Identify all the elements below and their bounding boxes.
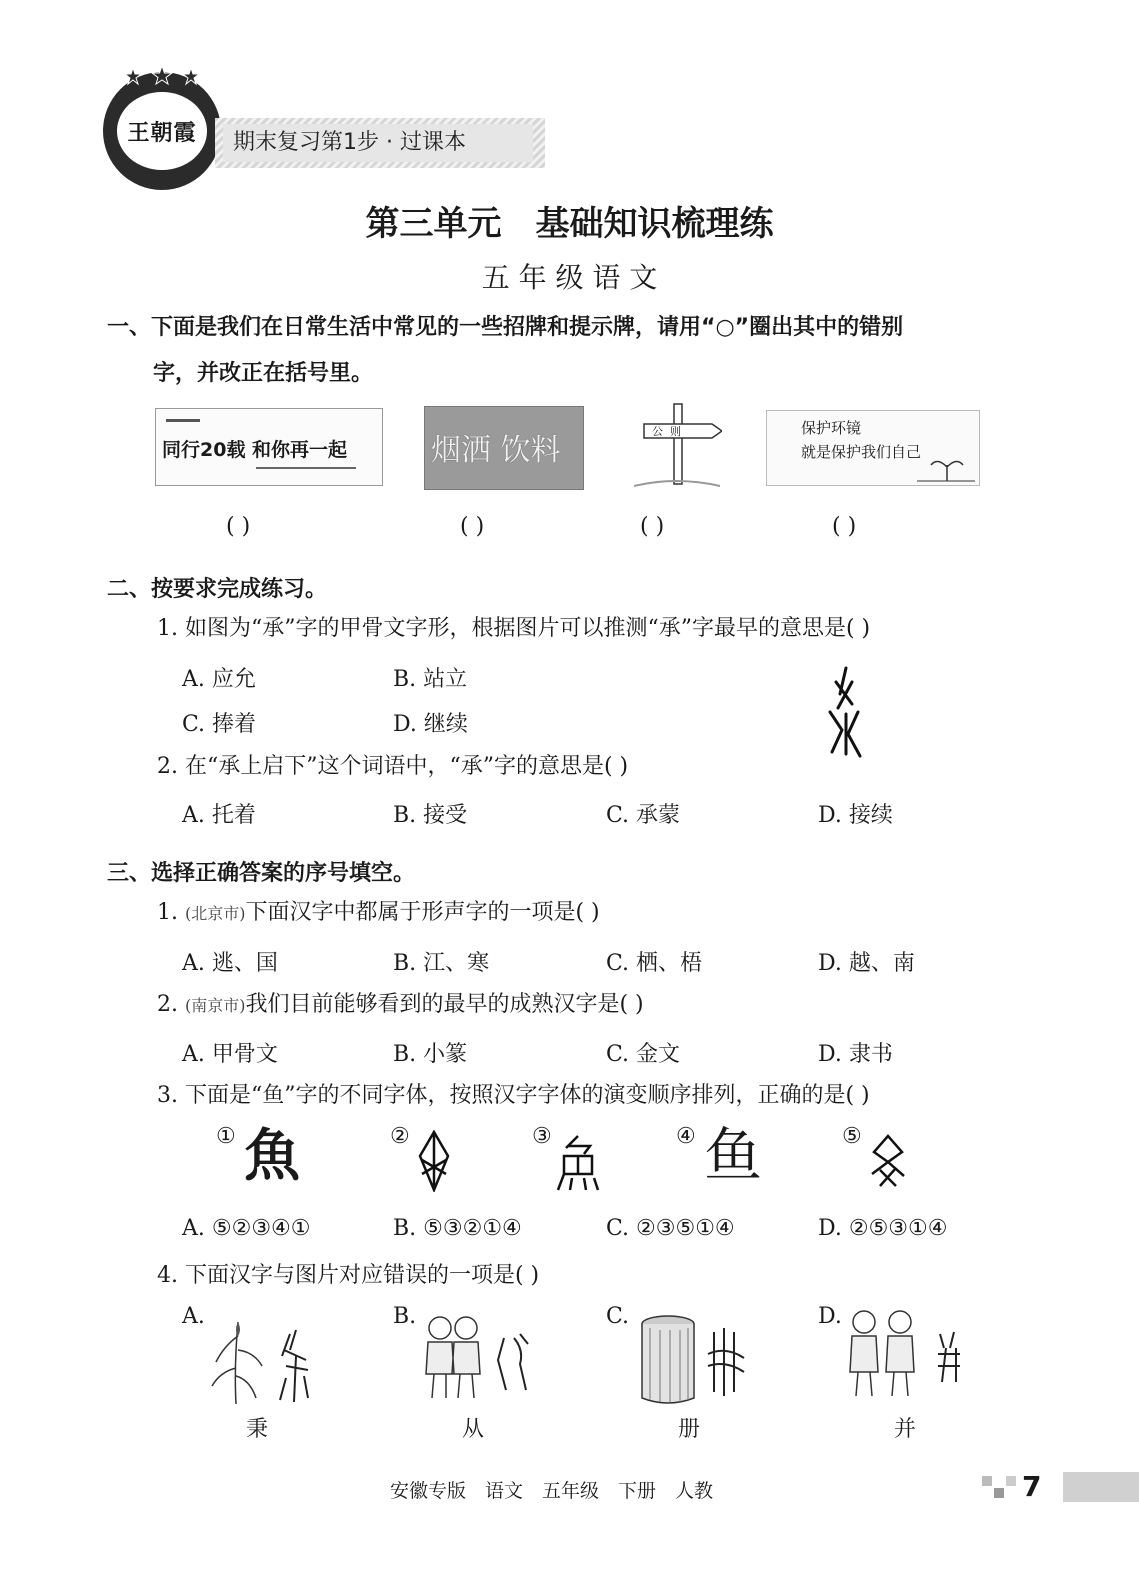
- s3-q2-text: 我们目前能够看到的最早的成熟汉字是( ): [245, 992, 644, 1017]
- section1-heading-line1: 一、下面是我们在日常生活中常见的一些招牌和提示牌，请用“○”圈出其中的错别: [107, 315, 904, 340]
- sign-text-4a: 保护环镜: [801, 419, 862, 437]
- s2-q1-option-b[interactable]: B. 站立: [393, 667, 468, 692]
- s3-q4-option-a[interactable]: A.: [182, 1304, 205, 1329]
- s3-q2-option-c[interactable]: C. 金文: [606, 1042, 681, 1067]
- s3-q1-tag: (北京市): [184, 904, 246, 923]
- page-subtitle: 五 年 级 语 文: [481, 261, 658, 294]
- s3-q1: 1. (北京市)下面汉字中都属于形声字的一项是( ): [157, 900, 600, 925]
- s3-q1-option-c[interactable]: C. 栖、梧: [606, 951, 703, 976]
- s3-q3-option-b[interactable]: B. ⑤③②①④: [393, 1216, 522, 1241]
- logo-text: 王朝霞: [127, 120, 197, 146]
- fish-form-3-glyph-icon: [556, 1134, 600, 1194]
- fish-form-1-number: ①: [216, 1124, 236, 1149]
- sign-text-3: 公 则: [652, 425, 681, 438]
- two-children-image-icon: [416, 1310, 540, 1404]
- s3-q2-option-d[interactable]: D. 隶书: [818, 1042, 893, 1067]
- brand-logo: [103, 72, 221, 190]
- divider: [256, 467, 356, 469]
- s3-q2-option-a[interactable]: A. 甲骨文: [182, 1042, 278, 1067]
- s3-q4-char-d: 并: [894, 1417, 917, 1442]
- section1-heading-line2: 字，并改正在括号里。: [153, 361, 374, 386]
- s2-q2-option-a[interactable]: A. 托着: [182, 803, 256, 828]
- answer-blank-2[interactable]: ( ): [460, 514, 485, 539]
- oracle-cheng-glyph-icon: [818, 664, 874, 760]
- fish-form-3-number: ③: [532, 1124, 552, 1149]
- s3-q2-option-b[interactable]: B. 小篆: [393, 1042, 468, 1067]
- fish-form-5-number: ⑤: [842, 1124, 862, 1149]
- signpost-icon: [630, 400, 722, 492]
- logo-badge: [117, 92, 207, 170]
- fish-form-5-glyph-icon: [866, 1134, 910, 1190]
- answer-blank-3[interactable]: ( ): [640, 514, 665, 539]
- s2-q2-text: 2. 在“承上启下”这个词语中，“承”字的意思是( ): [157, 754, 629, 779]
- fish-form-2-glyph-icon: [414, 1130, 454, 1192]
- bamboo-slips-image-icon: [630, 1312, 754, 1408]
- sign-image-1: [155, 408, 383, 486]
- s3-q4-option-c[interactable]: C.: [606, 1304, 630, 1329]
- s3-q1-text: 下面汉字中都属于形声字的一项是( ): [245, 900, 600, 925]
- fish-form-2-number: ②: [390, 1124, 410, 1149]
- s3-q3-text: 3. 下面是“鱼”字的不同字体，按照汉字字体的演变顺序排列，正确的是( ): [157, 1083, 870, 1108]
- s3-q2-tag: (南京市): [184, 996, 246, 1015]
- stars-icon: [123, 66, 201, 86]
- s3-q4-option-b[interactable]: B.: [393, 1304, 417, 1329]
- sign-image-4: [766, 410, 980, 486]
- s3-q1-option-d[interactable]: D. 越、南: [818, 951, 915, 976]
- s3-q3-option-c[interactable]: C. ②③⑤①④: [606, 1216, 735, 1241]
- s2-q1-option-c[interactable]: C. 捧着: [182, 712, 257, 737]
- s2-q1-text: 1. 如图为“承”字的甲骨文字形，根据图片可以推测“承”字最早的意思是( ): [157, 616, 871, 641]
- page-number: 7: [1022, 1470, 1042, 1503]
- s3-q4-char-c: 册: [678, 1417, 701, 1442]
- banner-text: 期末复习第1步 · 过课本: [223, 124, 533, 162]
- answer-blank-1[interactable]: ( ): [226, 514, 251, 539]
- s3-q1-option-a[interactable]: A. 逃、国: [182, 951, 278, 976]
- two-soldiers-image-icon: [842, 1302, 974, 1402]
- section3-heading: 三、选择正确答案的序号填空。: [107, 861, 416, 886]
- s3-q3-option-a[interactable]: A. ⑤②③④①: [182, 1216, 311, 1241]
- s3-q4-option-d[interactable]: D.: [818, 1304, 842, 1329]
- s2-q2-option-d[interactable]: D. 接续: [818, 803, 893, 828]
- s3-q4-text: 4. 下面汉字与图片对应错误的一项是( ): [157, 1263, 540, 1288]
- s2-q2-option-c[interactable]: C. 承蒙: [606, 803, 681, 828]
- fish-form-1-glyph: 魚: [244, 1123, 300, 1189]
- grain-plant-image-icon: [210, 1316, 320, 1406]
- section2-heading: 二、按要求完成练习。: [107, 577, 328, 602]
- s3-q4-char-b: 从: [462, 1417, 485, 1442]
- sprout-icon: [917, 451, 975, 483]
- sign-text-4b: 就是保护我们自己: [801, 443, 922, 461]
- s2-q1-option-a[interactable]: A. 应允: [182, 667, 256, 692]
- s2-q2-option-b[interactable]: B. 接受: [393, 803, 468, 828]
- s3-q3-option-d[interactable]: D. ②⑤③①④: [818, 1216, 948, 1241]
- sign-text-1: 同行20载 和你再一起: [162, 439, 348, 461]
- page-title: 第三单元 基础知识梳理练: [365, 204, 774, 244]
- fish-form-4-number: ④: [676, 1124, 696, 1149]
- s3-q1-option-b[interactable]: B. 江、寒: [393, 951, 490, 976]
- sign-text-2: 烟洒 饮料: [431, 433, 561, 468]
- footer-text: 安徽专版 语文 五年级 下册 人教: [390, 1480, 714, 1502]
- answer-blank-4[interactable]: ( ): [832, 514, 857, 539]
- checker-decoration-icon: [978, 1474, 1018, 1504]
- s3-q4-char-a: 秉: [246, 1417, 269, 1442]
- divider: [166, 419, 200, 422]
- sign-image-2: [424, 406, 584, 490]
- sign-image-3: [630, 400, 722, 492]
- step-banner: [215, 118, 545, 168]
- s2-q1-option-d[interactable]: D. 继续: [393, 712, 468, 737]
- fish-form-4-glyph: 鱼: [704, 1121, 763, 1189]
- page-tab-decoration: [1063, 1472, 1139, 1502]
- s3-q2: 2. (南京市)我们目前能够看到的最早的成熟汉字是( ): [157, 992, 644, 1017]
